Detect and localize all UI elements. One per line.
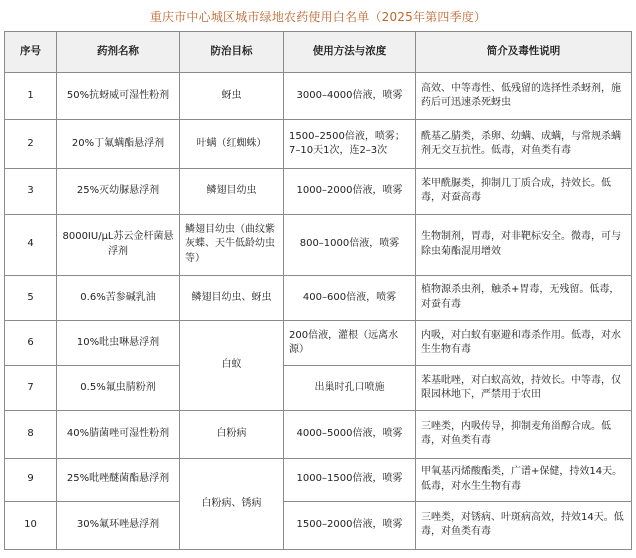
table-row [5,501,632,549]
cell-name: 0.5%氟虫腈粉剂 [57,366,180,411]
cell-target: 叶螨（红蜘蛛） [180,120,284,169]
cell-note: 苯基吡唑，对白蚁高效，持效长。中等毒，仅限园林地下，严禁用于农田 [416,366,632,411]
page-title: 重庆市中心城区城市绿地农药使用白名单（2025年第四季度） [149,10,487,24]
table-row [5,366,632,411]
cell-target: 蚜虫 [180,73,284,120]
cell-method: 1500–2000倍液，喷雾 [284,501,416,549]
cell-no: 7 [5,366,57,411]
cell-method: 200倍液，灌根（远离水源） [284,321,416,366]
cell-name: 30%氟环唑悬浮剂 [57,501,180,549]
cell-note: 内吸，对白蚁有驱避和毒杀作用。低毒，对水生生物有毒 [416,321,632,366]
cell-target: 鳞翅目幼虫 [180,169,284,214]
table-row [5,411,632,458]
cell-target: 白粉病 [180,411,284,458]
cell-note: 高效、中等毒性、低残留的选择性杀蚜剂，施药后可迅速杀死蚜虫 [416,73,632,120]
cell-note: 生物制剂，胃毒，对非靶标安全。微毒，可与除虫菊酯混用增效 [416,214,632,275]
cell-name: 40%腈菌唑可湿性粉剂 [57,411,180,458]
cell-method: 400–600倍液，喷雾 [284,275,416,320]
column-header-method: 使用方法与浓度 [284,32,416,73]
cell-name: 50%抗蚜威可湿性粉剂 [57,73,180,120]
cell-method: 4000–5000倍液，喷雾 [284,411,416,458]
table-row [5,120,632,169]
cell-target: 白粉病、锈病 [180,458,284,549]
table-row [5,73,632,120]
table-row [5,169,632,214]
cell-no: 10 [5,501,57,549]
cell-method: 1000–1500倍液，喷雾 [284,458,416,501]
table-row [5,275,632,320]
cell-no: 6 [5,321,57,366]
table-row [5,458,632,501]
table-header-row [5,32,632,73]
cell-target: 鳞翅目幼虫、蚜虫 [180,275,284,320]
cell-no: 8 [5,411,57,458]
cell-target: 鳞翅目幼虫（曲纹紫灰蝶、天牛低龄幼虫等） [180,214,284,275]
cell-no: 3 [5,169,57,214]
cell-method: 3000–4000倍液，喷雾 [284,73,416,120]
cell-note: 苯甲酰脲类，抑制几丁质合成，持效长。低毒，对蚕高毒 [416,169,632,214]
cell-name: 8000IU/μL苏云金杆菌悬浮剂 [57,214,180,275]
cell-method: 800–1000倍液，喷雾 [284,214,416,275]
cell-method: 1000–2000倍液，喷雾 [284,169,416,214]
column-header-name: 药剂名称 [57,32,180,73]
cell-note: 植物源杀虫剂，触杀+胃毒，无残留。低毒，对蚕有毒 [416,275,632,320]
column-header-no: 序号 [5,32,57,73]
cell-no: 4 [5,214,57,275]
cell-no: 2 [5,120,57,169]
cell-name: 20%丁氟螨酯悬浮剂 [57,120,180,169]
cell-name: 25%吡唑醚菌酯悬浮剂 [57,458,180,501]
table-row [5,321,632,366]
table-row [5,214,632,275]
cell-note: 三唑类，对锈病、叶斑病高效，持效14天。低毒，对鱼类有毒 [416,501,632,549]
cell-name: 25%灭幼脲悬浮剂 [57,169,180,214]
cell-method: 出巢时孔口喷施 [284,366,416,411]
cell-name: 0.6%苦参碱乳油 [57,275,180,320]
cell-no: 1 [5,73,57,120]
cell-note: 酰基乙腈类，杀卵、幼螨、成螨，与常规杀螨剂无交互抗性。低毒，对鱼类有毒 [416,120,632,169]
column-header-target: 防治目标 [180,32,284,73]
column-header-note: 简介及毒性说明 [416,32,632,73]
cell-name: 10%吡虫啉悬浮剂 [57,321,180,366]
cell-method: 1500–2500倍液，喷雾；7–10天1次，连2–3次 [284,120,416,169]
cell-no: 5 [5,275,57,320]
pesticide-whitelist-table [4,31,632,550]
cell-note: 三唑类，内吸传导，抑制麦角甾醇合成。低毒，对鱼类有毒 [416,411,632,458]
cell-no: 9 [5,458,57,501]
cell-note: 甲氧基丙烯酸酯类，广谱+保健，持效14天。低毒，对水生生物有毒 [416,458,632,501]
cell-target: 白蚁 [180,321,284,411]
